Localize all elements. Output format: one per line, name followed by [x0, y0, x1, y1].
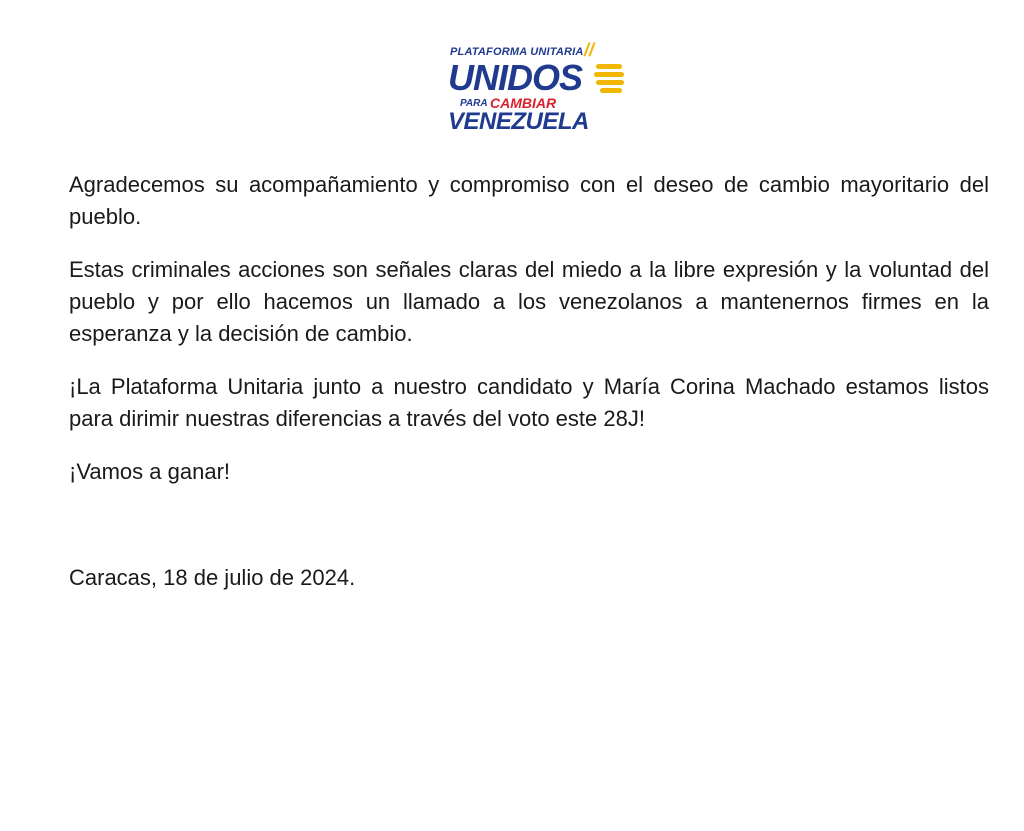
paragraph-call-to-action: Estas criminales acciones son señales claras del miedo a la libre expresión y la voluntad del pueblo y por ello hacemos un llamado a los venezolanos a mantenernos firmes en la esperanza y la decisión de cambio. — [69, 257, 989, 346]
logo-top-text: PLATAFORMA UNITARIA — [450, 46, 584, 58]
logo-cambiar-text: CAMBIAR — [490, 95, 557, 111]
statement-body — [69, 169, 989, 488]
unidos-logo — [446, 38, 636, 138]
place-and-date: Caracas, 18 de julio de 2024. — [69, 565, 356, 590]
raised-hand-icon — [592, 60, 628, 100]
paragraph-gratitude: Agradecemos su acompañamiento y compromiso con el deseo de cambio mayoritario del pueblo. — [69, 172, 989, 229]
logo-para-text: PARA — [460, 98, 488, 109]
paragraph-closing: ¡Vamos a ganar! — [69, 459, 231, 484]
logo-unidos-text: UNIDOS — [448, 57, 583, 98]
paragraph-vote: ¡La Plataforma Unitaria junto a nuestro candidato y María Corina Machado estamos listos para dirimir nuestras diferencias a través del voto este 28J! — [69, 374, 989, 431]
logo-venezuela-text: VENEZUELA — [448, 108, 589, 135]
logo-slashes: // — [584, 40, 595, 60]
